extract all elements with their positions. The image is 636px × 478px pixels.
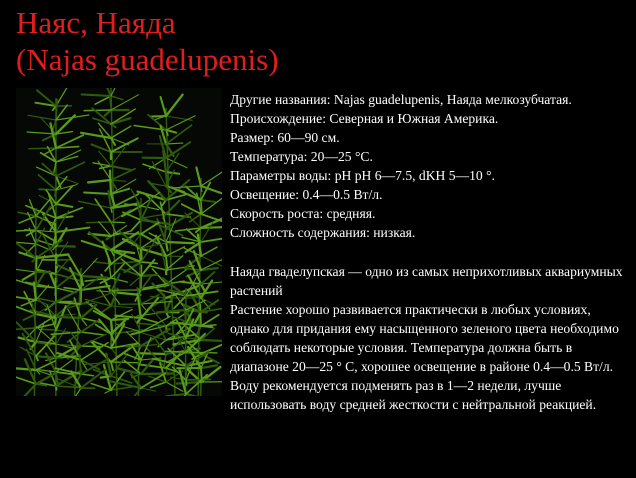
plant-photo [16,88,222,396]
info-size: Размер: 60—90 см. [230,130,340,145]
title-line-latin-name: (Najas guadelupenis) [16,42,279,77]
page-title [16,4,626,78]
description-body: Растение хорошо развивается практически в любых условиях, однако для придания ему насыщенного зеленого цвета необходимо соблюдать некоторые условия. Температура должна быть в диапазоне 20—25 ° C, хорошее освещение в районе 0.4—0.5 Вт/л. Воду рекомендуется подменять раз в 1—2 недели, лучше использовать воду средней жесткости с нейтральной реакцией. [230,302,619,412]
plant-illustration [16,88,222,396]
description-intro: Наяда гваделупская — одно из самых неприхотливых аквариумных растений [230,264,623,298]
title-line-common-name: Наяс, Наяда [16,5,176,40]
info-water-params: Параметры воды: pH pH 6—7.5, dKH 5—10 °. [230,168,495,183]
info-other-names: Другие названия: Najas guadelupenis, Наяда мелкозубчатая. [230,92,572,107]
info-difficulty: Сложность содержания: низкая. [230,225,416,240]
plant-description [230,262,630,414]
info-growth-rate: Скорость роста: средняя. [230,206,376,221]
info-origin: Происхождение: Северная и Южная Америка. [230,111,499,126]
info-lighting: Освещение: 0.4—0.5 Вт/л. [230,187,383,202]
plant-info-list [230,90,630,242]
info-temperature: Температура: 20—25 °C. [230,149,373,164]
